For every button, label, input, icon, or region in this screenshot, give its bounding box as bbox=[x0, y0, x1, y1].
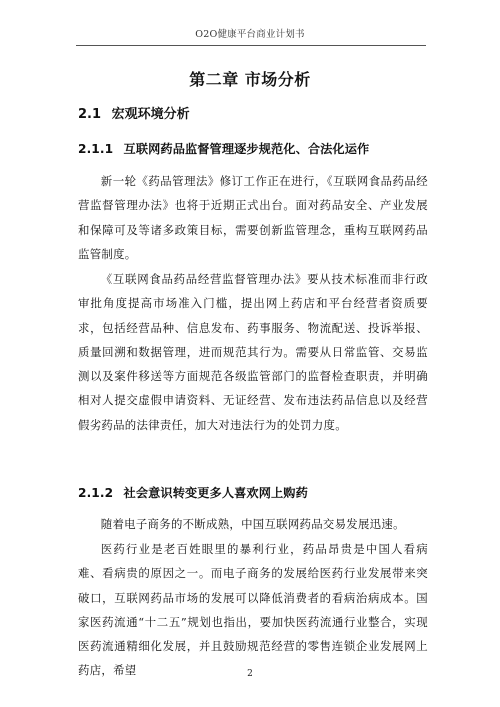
subsection-heading-1 bbox=[78, 140, 369, 157]
paragraph: 《互联网食品药品经营监督管理办法》要从技术标准而非行政审批角度提高市场准入门槛，提出网上药店和平台经营者资质要求，包括经营品种、信息发布、药事服务、物流配送、投诉举报、质量回溯和数据管理，进而规范其行为。需要从日常监管、交易监测以及案件移送等方面规范各级监管部门的监督检查职责，并明确相对人提交虚假申请资料、无证经营、发布违法药品信息以及经营假劣药品的法律责任，加大对违法行为的处罚力度。 bbox=[78, 272, 428, 432]
header-rule bbox=[76, 45, 426, 46]
subsection-title: 互联网药品监督管理逐步规范化、合法化运作 bbox=[123, 142, 370, 156]
section-number: 2.1 bbox=[78, 107, 102, 122]
page-number: 2 bbox=[247, 669, 253, 679]
paragraph: 新一轮《药品管理法》修订工作正在进行，《互联网食品药品经营监督管理办法》也将于近期正式出台。面对药品安全、产业发展和保障可及等诸多政策目标，需要创新监管理念，重构互联网药品监管制度。 bbox=[78, 174, 428, 261]
subsection-number: 2.1.1 bbox=[78, 142, 114, 156]
section-heading bbox=[78, 103, 190, 122]
paragraph: 医药行业是老百姓眼里的暴利行业，药品昂贵是中国人看病难、看病贵的原因之一。而电子商务的发展给医药行业发展带来突破口，互联网药品市场的发展可以降低消费者的看病治病成本。国家医药流通“十二五”规划也指出，要加快医药流通行业整合，实现医药流通精细化发展，并且鼓励规范经营的零售连锁企业发展网上药店，希望 bbox=[78, 542, 428, 678]
running-header: O2O健康平台商业计划书 bbox=[195, 29, 305, 40]
subsection-heading-2 bbox=[78, 484, 308, 501]
paragraph: 随着电子商务的不断成熟，中国互联网药品交易发展迅速。 bbox=[100, 517, 405, 531]
chapter-title: 第二章 市场分析 bbox=[189, 70, 311, 89]
subsection-title: 社会意识转变更多人喜欢网上购药 bbox=[123, 486, 308, 500]
section-title: 宏观环境分析 bbox=[111, 107, 190, 122]
subsection-number: 2.1.2 bbox=[78, 486, 114, 500]
